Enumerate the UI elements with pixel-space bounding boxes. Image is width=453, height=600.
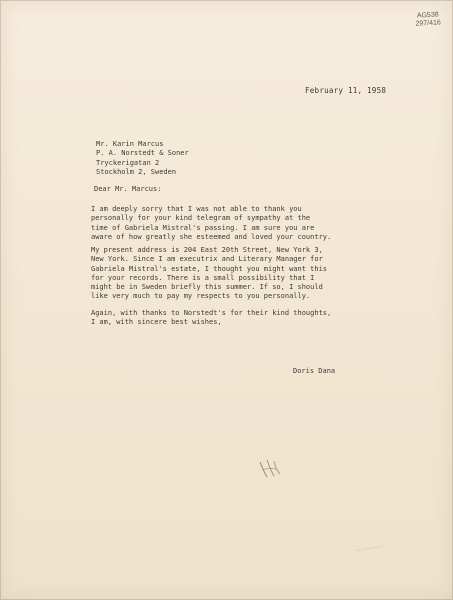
paragraph-2 <box>91 246 371 302</box>
paper-smudge <box>354 546 383 560</box>
address-line-2: P. A. Norstedt & Soner <box>96 149 189 158</box>
paragraph-3-line-2: I am, with sincere best wishes, <box>91 318 222 327</box>
letter-date: February 11, 1958 <box>305 86 387 95</box>
paragraph-3-line-1: Again, with thanks to Norstedt's for their kind thoughts, <box>91 309 332 317</box>
paragraph-2-line-3: Gabriela Mistral's estate, I thought you might want this <box>91 264 328 273</box>
paragraph-1-line-3: time of Gabriela Mistral's passing. I am sure you are <box>91 223 315 232</box>
archive-handwritten-mark <box>411 11 446 29</box>
signature-typed-name: Doris Dana <box>293 367 336 375</box>
paragraph-3 <box>91 309 371 328</box>
archive-mark-line-1: AG538 <box>416 11 439 20</box>
address-line-1: Mr. Karin Marcus <box>96 140 164 148</box>
paragraph-2-line-6: like very much to pay my respects to you personally. <box>91 292 311 301</box>
paragraph-1-line-2: personally for your kind telegram of sympathy at the <box>91 214 311 223</box>
paragraph-1-line-4: aware of how greatly she esteemed and loved your country. <box>91 232 332 241</box>
paragraph-1-line-1: I am deeply sorry that I was not able to thank you <box>91 205 302 213</box>
paragraph-2-line-5: might be in Sweden briefly this summer. If so, I should <box>91 283 323 292</box>
address-line-4: Stockholm 2, Sweden <box>96 167 177 176</box>
address-line-3: Tryckerigatan 2 <box>96 158 160 167</box>
salutation: Dear Mr. Marcus: <box>94 185 162 193</box>
paragraph-2-line-4: for your records. There is a small possibility that I <box>91 273 315 282</box>
paragraph-2-line-1: My present address is 204 East 20th Street, New York 3, <box>91 246 323 254</box>
paragraph-1 <box>91 205 371 242</box>
pencil-scribble-mark <box>257 456 285 481</box>
recipient-address <box>96 140 189 177</box>
paragraph-2-line-2: New York. Since I am executrix and Literary Manager for <box>91 255 323 264</box>
archive-mark-line-2: 297/416 <box>415 19 442 28</box>
